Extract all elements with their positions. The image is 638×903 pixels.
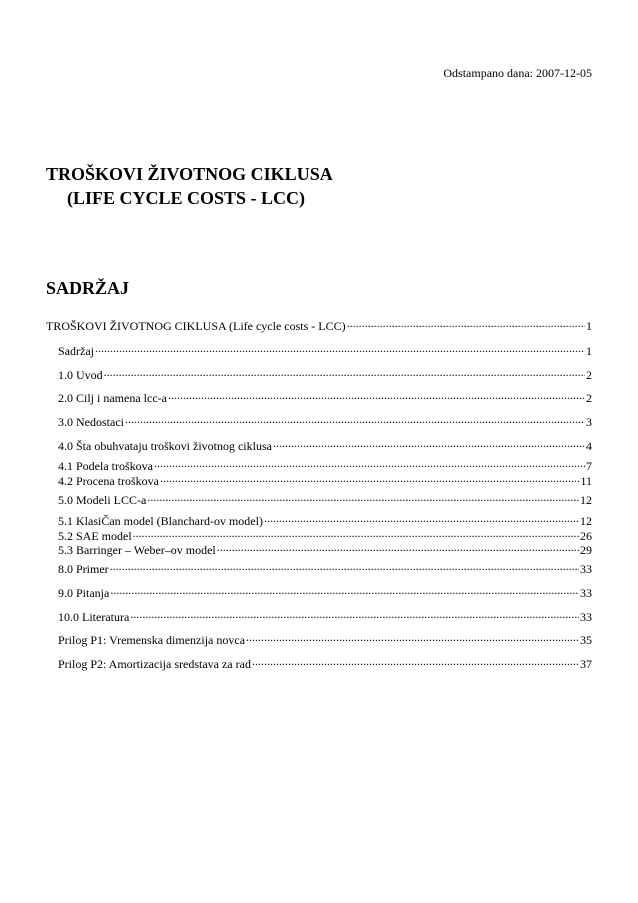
toc-entry-nedostaci[interactable] bbox=[58, 412, 592, 429]
toc-entry-label: 10.0 Literatura bbox=[58, 610, 130, 624]
toc-leader-dots bbox=[104, 365, 585, 379]
toc-leader-dots bbox=[246, 630, 579, 644]
toc-entry-sadrzaj[interactable] bbox=[58, 341, 592, 358]
toc-entry-page: 7 bbox=[586, 459, 592, 473]
toc-entry-page: 29 bbox=[580, 543, 592, 557]
toc-entry-page: 33 bbox=[580, 610, 592, 624]
toc-leader-dots bbox=[125, 412, 585, 426]
toc-entry-barringer[interactable] bbox=[58, 540, 592, 557]
toc-leader-dots bbox=[264, 511, 579, 525]
toc-entry-page: 37 bbox=[580, 657, 592, 671]
toc-entry-page: 12 bbox=[580, 493, 592, 507]
toc-entry-page: 2 bbox=[586, 391, 592, 405]
toc-entry-procena[interactable] bbox=[58, 471, 592, 488]
document-title bbox=[46, 162, 333, 210]
toc-entry-label: 8.0 Primer bbox=[58, 562, 109, 576]
toc-leader-dots bbox=[147, 490, 579, 504]
toc-leader-dots bbox=[133, 526, 579, 540]
toc-entry-label: 3.0 Nedostaci bbox=[58, 415, 124, 429]
toc-leader-dots bbox=[168, 388, 585, 402]
toc-entry-prilog-p2[interactable] bbox=[58, 654, 592, 671]
toc-entry-page: 1 bbox=[586, 344, 592, 358]
toc-entry-page: 12 bbox=[580, 514, 592, 528]
toc-entry-page: 1 bbox=[586, 319, 592, 333]
toc-leader-dots bbox=[347, 316, 585, 330]
toc-entry-pitanja[interactable] bbox=[58, 583, 592, 600]
toc-leader-dots bbox=[217, 540, 579, 554]
toc-entry-label: TROŠKOVI ŽIVOTNOG CIKLUSA (Life cycle costs - LCC) bbox=[46, 319, 346, 333]
toc-entry-label: 9.0 Pitanja bbox=[58, 586, 110, 600]
toc-entry-label: Sadržaj bbox=[58, 344, 94, 358]
toc-leader-dots bbox=[95, 341, 585, 355]
toc-entry-label: 4.1 Podela troškova bbox=[58, 459, 153, 473]
toc-leader-dots bbox=[110, 559, 579, 573]
toc-entry-page: 35 bbox=[580, 633, 592, 647]
toc-entry-cilj[interactable] bbox=[58, 388, 592, 405]
toc-entry-uvod[interactable] bbox=[58, 365, 592, 382]
printed-date: Odstampano dana: 2007-12-05 bbox=[443, 66, 592, 80]
toc-entry-page: 33 bbox=[580, 586, 592, 600]
toc-entry-label: Prilog P1: Vremenska dimenzija novca bbox=[58, 633, 246, 647]
toc-entry-page: 11 bbox=[580, 474, 592, 488]
toc-entry-label: 5.0 Modeli LCC-a bbox=[58, 493, 147, 507]
toc-entry-label: 1.0 Uvod bbox=[58, 368, 103, 382]
toc-entry-label: 4.0 Šta obuhvataju troškovi životnog ciklusa bbox=[58, 439, 272, 453]
toc-entry-lcc[interactable] bbox=[46, 316, 592, 333]
toc-entry-literatura[interactable] bbox=[58, 607, 592, 624]
title-line-1: TROŠKOVI ŽIVOTNOG CIKLUSA bbox=[46, 164, 333, 184]
toc-entry-page: 3 bbox=[586, 415, 592, 429]
toc-entry-prilog-p1[interactable] bbox=[58, 630, 592, 647]
title-line-2: (LIFE CYCLE COSTS - LCC) bbox=[67, 188, 306, 208]
toc-heading: SADRŽAJ bbox=[46, 278, 130, 298]
toc-entry-label: 4.2 Procena troškova bbox=[58, 474, 159, 488]
toc-leader-dots bbox=[154, 456, 585, 470]
toc-leader-dots bbox=[110, 583, 579, 597]
toc-entry-primer[interactable] bbox=[58, 559, 592, 576]
toc-entry-label: 5.1 KlasiČan model (Blanchard-ov model) bbox=[58, 514, 263, 528]
toc-entry-sta-obuhvataju[interactable] bbox=[58, 436, 592, 453]
toc-entry-modeli[interactable] bbox=[58, 490, 592, 507]
toc-entry-page: 26 bbox=[580, 529, 592, 543]
toc-entry-label: Prilog P2: Amortizacija sredstava za rad bbox=[58, 657, 251, 671]
toc-leader-dots bbox=[252, 654, 579, 668]
toc-entry-label: 5.3 Barringer – Weber–ov model bbox=[58, 543, 216, 557]
toc-entry-label: 2.0 Cilj i namena lcc-a bbox=[58, 391, 167, 405]
toc-entry-label: 5.2 SAE model bbox=[58, 529, 132, 543]
toc-entry-page: 4 bbox=[586, 439, 592, 453]
toc-entry-page: 33 bbox=[580, 562, 592, 576]
toc-leader-dots bbox=[160, 471, 579, 485]
toc-entry-page: 2 bbox=[586, 368, 592, 382]
toc-leader-dots bbox=[130, 607, 579, 621]
toc-leader-dots bbox=[273, 436, 585, 450]
